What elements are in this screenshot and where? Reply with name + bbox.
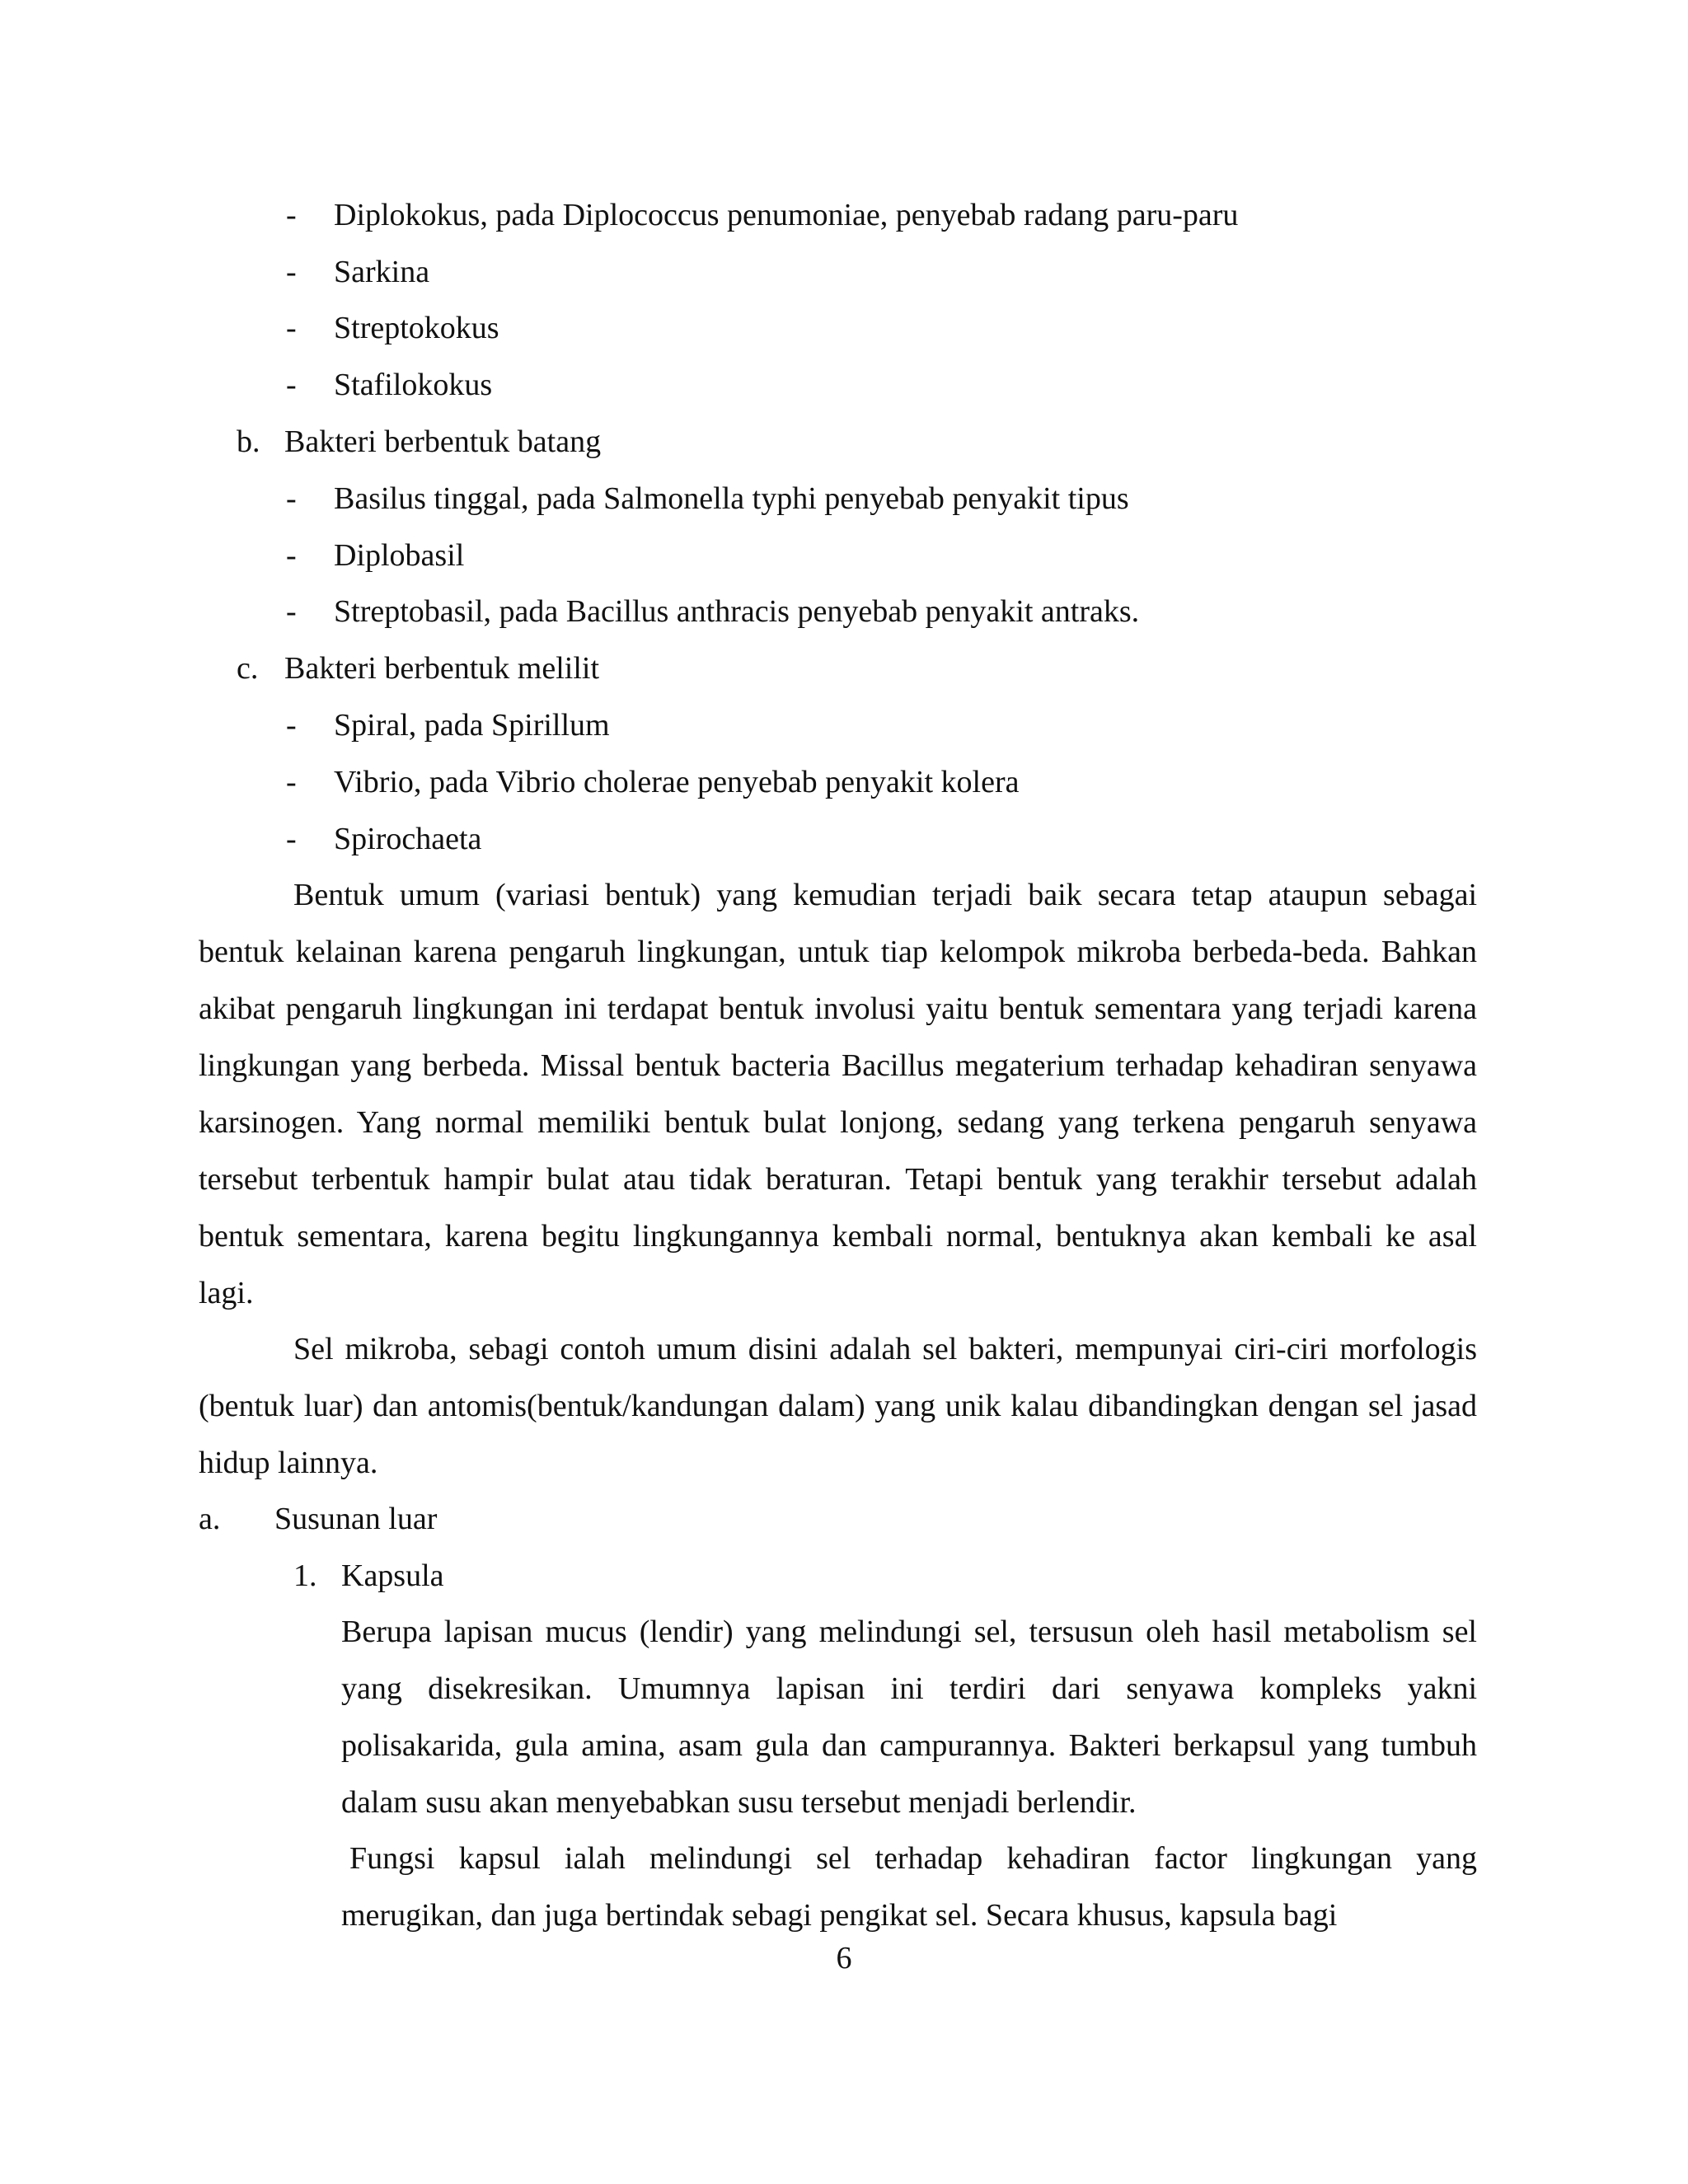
dash-bullet: - — [286, 481, 297, 516]
list-item-text: Sarkina — [334, 255, 430, 289]
page-number: 6 — [836, 1941, 852, 1975]
section-label: a. — [199, 1502, 221, 1536]
dash-bullet: - — [286, 822, 297, 856]
body-paragraph: Fungsi kapsul ialah melindungi sel terhadap kehadiran factor lingkungan yang merugikan, dan juga bertindak sebagi pengikat sel. Secara khusus, kapsula bagi — [341, 1841, 1477, 1933]
list-item-text: Spiral, pada Spirillum — [334, 708, 610, 743]
body-paragraph: Bentuk umum (variasi bentuk) yang kemudian terjadi baik secara tetap ataupun sebagai bentuk kelainan karena pengaruh lingkungan, untuk tiap kelompok mikroba berbeda-beda. Bahkan akibat pengaruh lingkungan ini terdapat bentuk involusi yaitu bentuk sementara yang terjadi karena lingkungan yang berbeda. Missal bentuk bacteria Bacillus megaterium terhadap kehadiran senyawa karsinogen. Yang normal memiliki bentuk bulat lonjong, sedang yang terkena pengaruh senyawa tersebut terbentuk hampir bulat atau tidak beraturan. Tetapi bentuk yang terakhir tersebut adalah bentuk sementara, karena begitu lingkungannya kembali normal, bentuknya akan kembali ke asal lagi. — [199, 878, 1477, 1310]
dash-bullet: - — [286, 368, 297, 402]
subsection-title: Kapsula — [341, 1558, 444, 1593]
list-item-text: Diplokokus, pada Diplococcus penumoniae, penyebab radang paru-paru — [334, 198, 1239, 232]
section-title: Susunan luar — [274, 1502, 438, 1536]
section-label: c. — [237, 651, 259, 686]
body-paragraph: Sel mikroba, sebagi contoh umum disini adalah sel bakteri, mempunyai ciri-ciri morfologis (bentuk luar) dan antomis(bentuk/kandungan dalam) yang unik kalau dibandingkan dengan sel jasad hidup lainnya. — [199, 1332, 1477, 1480]
dash-bullet: - — [286, 708, 297, 743]
dash-bullet: - — [286, 198, 297, 232]
list-item-text: Spirochaeta — [334, 822, 482, 856]
section-title: Bakteri berbentuk melilit — [284, 651, 600, 686]
list-item-text: Streptobasil, pada Bacillus anthracis penyebab penyakit antraks. — [334, 594, 1140, 629]
list-item-text: Streptokokus — [334, 311, 499, 345]
dash-bullet: - — [286, 765, 297, 799]
section-title: Bakteri berbentuk batang — [284, 424, 602, 459]
body-paragraph: Berupa lapisan mucus (lendir) yang melindungi sel, tersusun oleh hasil metabolism sel yang disekresikan. Umumnya lapisan ini terdiri dari senyawa kompleks yakni polisakarida, gula amina, asam gula dan campurannya. Bakteri berkapsul yang tumbuh dalam susu akan menyebabkan susu tersebut menjadi berlendir. — [341, 1615, 1477, 1820]
list-item-text: Basilus tinggal, pada Salmonella typhi penyebab penyakit tipus — [334, 481, 1129, 516]
subsection-label: 1. — [293, 1558, 317, 1593]
dash-bullet: - — [286, 538, 297, 573]
dash-bullet: - — [286, 255, 297, 289]
list-item-text: Vibrio, pada Vibrio cholerae penyebab penyakit kolera — [334, 765, 1020, 799]
dash-bullet: - — [286, 311, 297, 345]
dash-bullet: - — [286, 594, 297, 629]
list-item-text: Diplobasil — [334, 538, 465, 573]
list-item-text: Stafilokokus — [334, 368, 493, 402]
section-label: b. — [237, 424, 260, 459]
